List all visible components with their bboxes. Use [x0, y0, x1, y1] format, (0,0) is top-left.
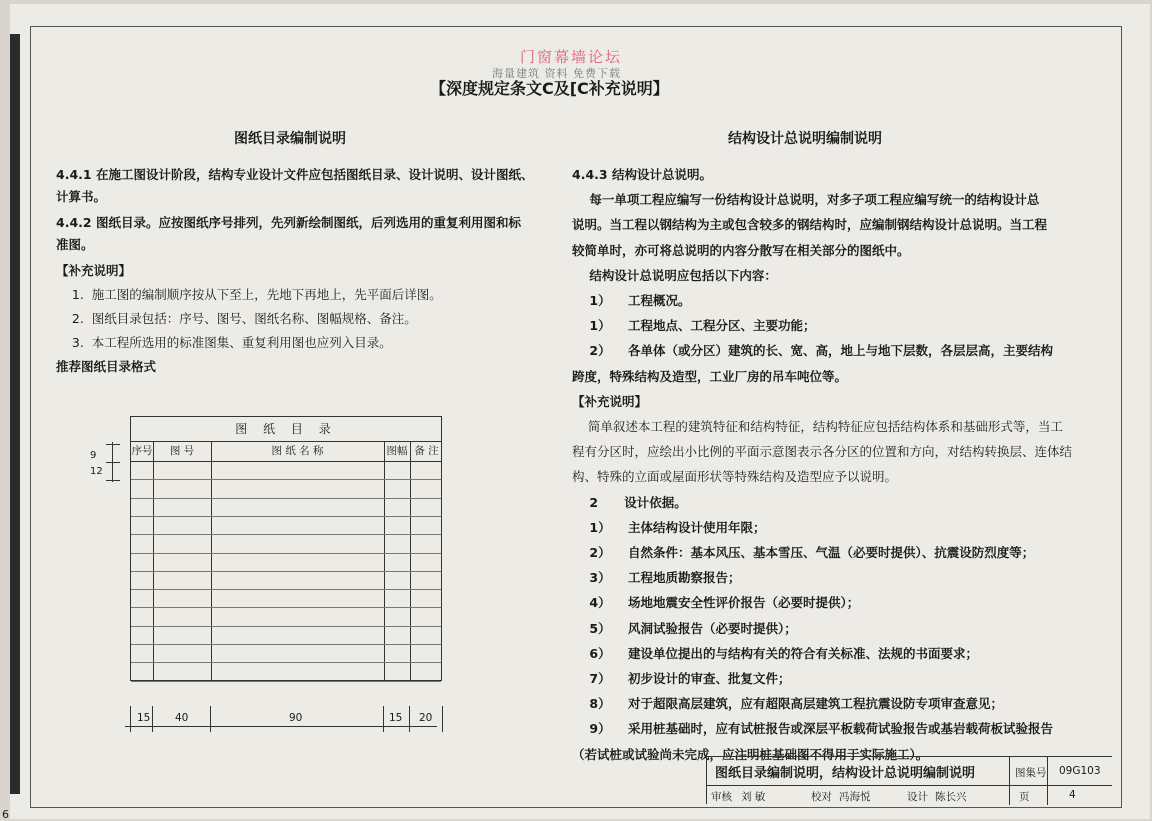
dim-label: 15 [137, 712, 151, 724]
header-cell: 图 号 [169, 445, 195, 457]
body-line: 1. 施工图的编制顺序按从下至上，先地下再地上，先平面后详图。 [56, 287, 442, 302]
body-line: 构、特殊的立面或屋面形状等特殊结构及造型应予以说明。 [572, 469, 898, 485]
body-line: 9） 采用桩基础时，应有试桩报告或深层平板载荷试验报告或基岩载荷板试验报告 [572, 721, 1054, 737]
reviewer-name: 刘 敏 [741, 791, 766, 803]
page-label: 页 [1019, 791, 1030, 803]
body-line: 简单叙述本工程的建筑特征和结构特征，结构特征应包括结构体系和基础形式等，当工 [572, 419, 1063, 434]
page-value: 4 [1069, 789, 1076, 801]
dim-label: 90 [289, 712, 303, 724]
body-line: 准图。 [56, 237, 94, 252]
body-line: 结构设计总说明应包括以下内容： [572, 267, 777, 283]
table-row [131, 589, 441, 590]
catalog-table [130, 416, 442, 681]
body-line: 4） 场地地震安全性评价报告（必要时提供）； [572, 595, 860, 611]
body-line: 2） 自然条件：基本风压、基本雪压、气温（必要时提供）、抗震设防烈度等； [572, 545, 1035, 560]
body-line: 较简单时，亦可将总说明的内容分散写在相关部分的图纸中。 [572, 242, 910, 258]
dim-label: 12 [90, 466, 103, 477]
header-cell: 备 注 [414, 445, 439, 457]
title-block-title: 图纸目录编制说明，结构设计总说明编制说明 [715, 766, 976, 781]
body-line: 6） 建设单位提出的与结构有关的符合有关标准、法规的书面要求； [572, 645, 979, 661]
body-line: 7） 初步设计的审查、批复文件； [572, 671, 791, 686]
dim-label: 9 [90, 450, 97, 461]
table-row [131, 607, 441, 608]
supplement-heading: 【补充说明】 [572, 393, 648, 409]
table-header-row [131, 441, 441, 462]
right-section-header: 结构设计总说明编制说明 [728, 131, 882, 147]
body-line: 2） 各单体（或分区）建筑的长、宽、高，地上与地下层数，各层层高，主要结构 [572, 343, 1054, 359]
body-line: 4.4.2 图纸目录。应按图纸序号排列，先列新绘制图纸，后列选用的重复利用图和标 [56, 215, 521, 230]
body-line: 计算书。 [56, 189, 107, 204]
table-row [131, 644, 441, 645]
table-row [131, 479, 441, 480]
body-line: 2 设计依据。 [572, 494, 687, 510]
header-cell: 图 纸 名 称 [271, 445, 324, 457]
watermark-title: 门窗幕墙论坛 [520, 48, 623, 66]
dim-label: 20 [419, 712, 433, 724]
row-height-dimension [90, 440, 124, 486]
body-line: 3） 工程地质勘察报告； [572, 570, 741, 586]
table-row [131, 662, 441, 663]
designer-name: 陈长兴 [935, 791, 967, 803]
binding-spine [10, 34, 20, 794]
column-width-dimensions [125, 706, 445, 732]
header-cell: 图幅 [386, 445, 408, 457]
body-line: 3. 本工程所选用的标准图集、重复利用图也应列入目录。 [56, 335, 392, 350]
table-row [131, 681, 441, 682]
body-line: 1） 工程地点、工程分区、主要功能； [572, 318, 816, 334]
supplement-heading: 【补充说明】 [56, 263, 132, 278]
page-title: 【深度规定条文C及[C补充说明】 [430, 79, 669, 98]
table-caption: 图 纸 目 录 [131, 417, 441, 442]
body-line: 4.4.1 在施工图设计阶段，结构专业设计文件应包括图纸目录、设计说明、设计图纸、 [56, 167, 534, 182]
body-line: 程有分区时，应绘出小比例的平面示意图表示各分区的位置和方向，对结构转换层、连体结 [572, 444, 1073, 460]
review-label: 审核 [711, 791, 732, 803]
body-line: 推荐图纸目录格式 [56, 359, 157, 374]
dim-label: 40 [175, 712, 189, 724]
body-line: 8） 对于超限高层建筑，应有超限高层建筑工程抗震设防专项审查意见； [572, 696, 1004, 712]
table-row [131, 553, 441, 554]
left-section-header: 图纸目录编制说明 [234, 131, 346, 147]
checker-name: 冯海悦 [839, 791, 871, 803]
body-line: 1） 主体结构设计使用年限； [572, 519, 766, 535]
body-line: 5） 风洞试验报告（必要时提供）； [572, 620, 797, 636]
body-line: 4.4.3 结构设计总说明。 [572, 167, 712, 182]
table-row [131, 571, 441, 572]
body-line: 1） 工程概况。 [572, 293, 691, 308]
table-row [131, 516, 441, 517]
dim-label: 15 [389, 712, 403, 724]
body-line: 每一单项工程应编写一份结构设计总说明，对多子项工程应编写统一的结构设计总 [572, 192, 1040, 208]
header-cell: 序号 [131, 445, 153, 457]
table-row [131, 498, 441, 499]
body-line: （若试桩或试验尚未完成，应注明桩基础图不得用于实际施工）。 [572, 746, 929, 762]
atlas-number: 09G103 [1059, 765, 1101, 777]
watermark-subtitle: 海量建筑 资料 免费下载 [492, 67, 621, 80]
table-row [131, 626, 441, 627]
title-block [706, 756, 1112, 804]
check-label: 校对 [811, 791, 832, 803]
body-line: 说明。当工程以钢结构为主或包含较多的钢结构时，应编制钢结构设计总说明。当工程 [572, 217, 1048, 233]
table-row [131, 534, 441, 535]
atlas-label: 图集号 [1015, 767, 1047, 779]
design-label: 设计 [907, 791, 928, 803]
body-line: 跨度，特殊结构及造型，工业厂房的吊车吨位等。 [572, 368, 848, 384]
page-number: 6 [2, 808, 9, 821]
body-line: 2. 图纸目录包括：序号、图号、图纸名称、图幅规格、备注。 [56, 311, 417, 326]
